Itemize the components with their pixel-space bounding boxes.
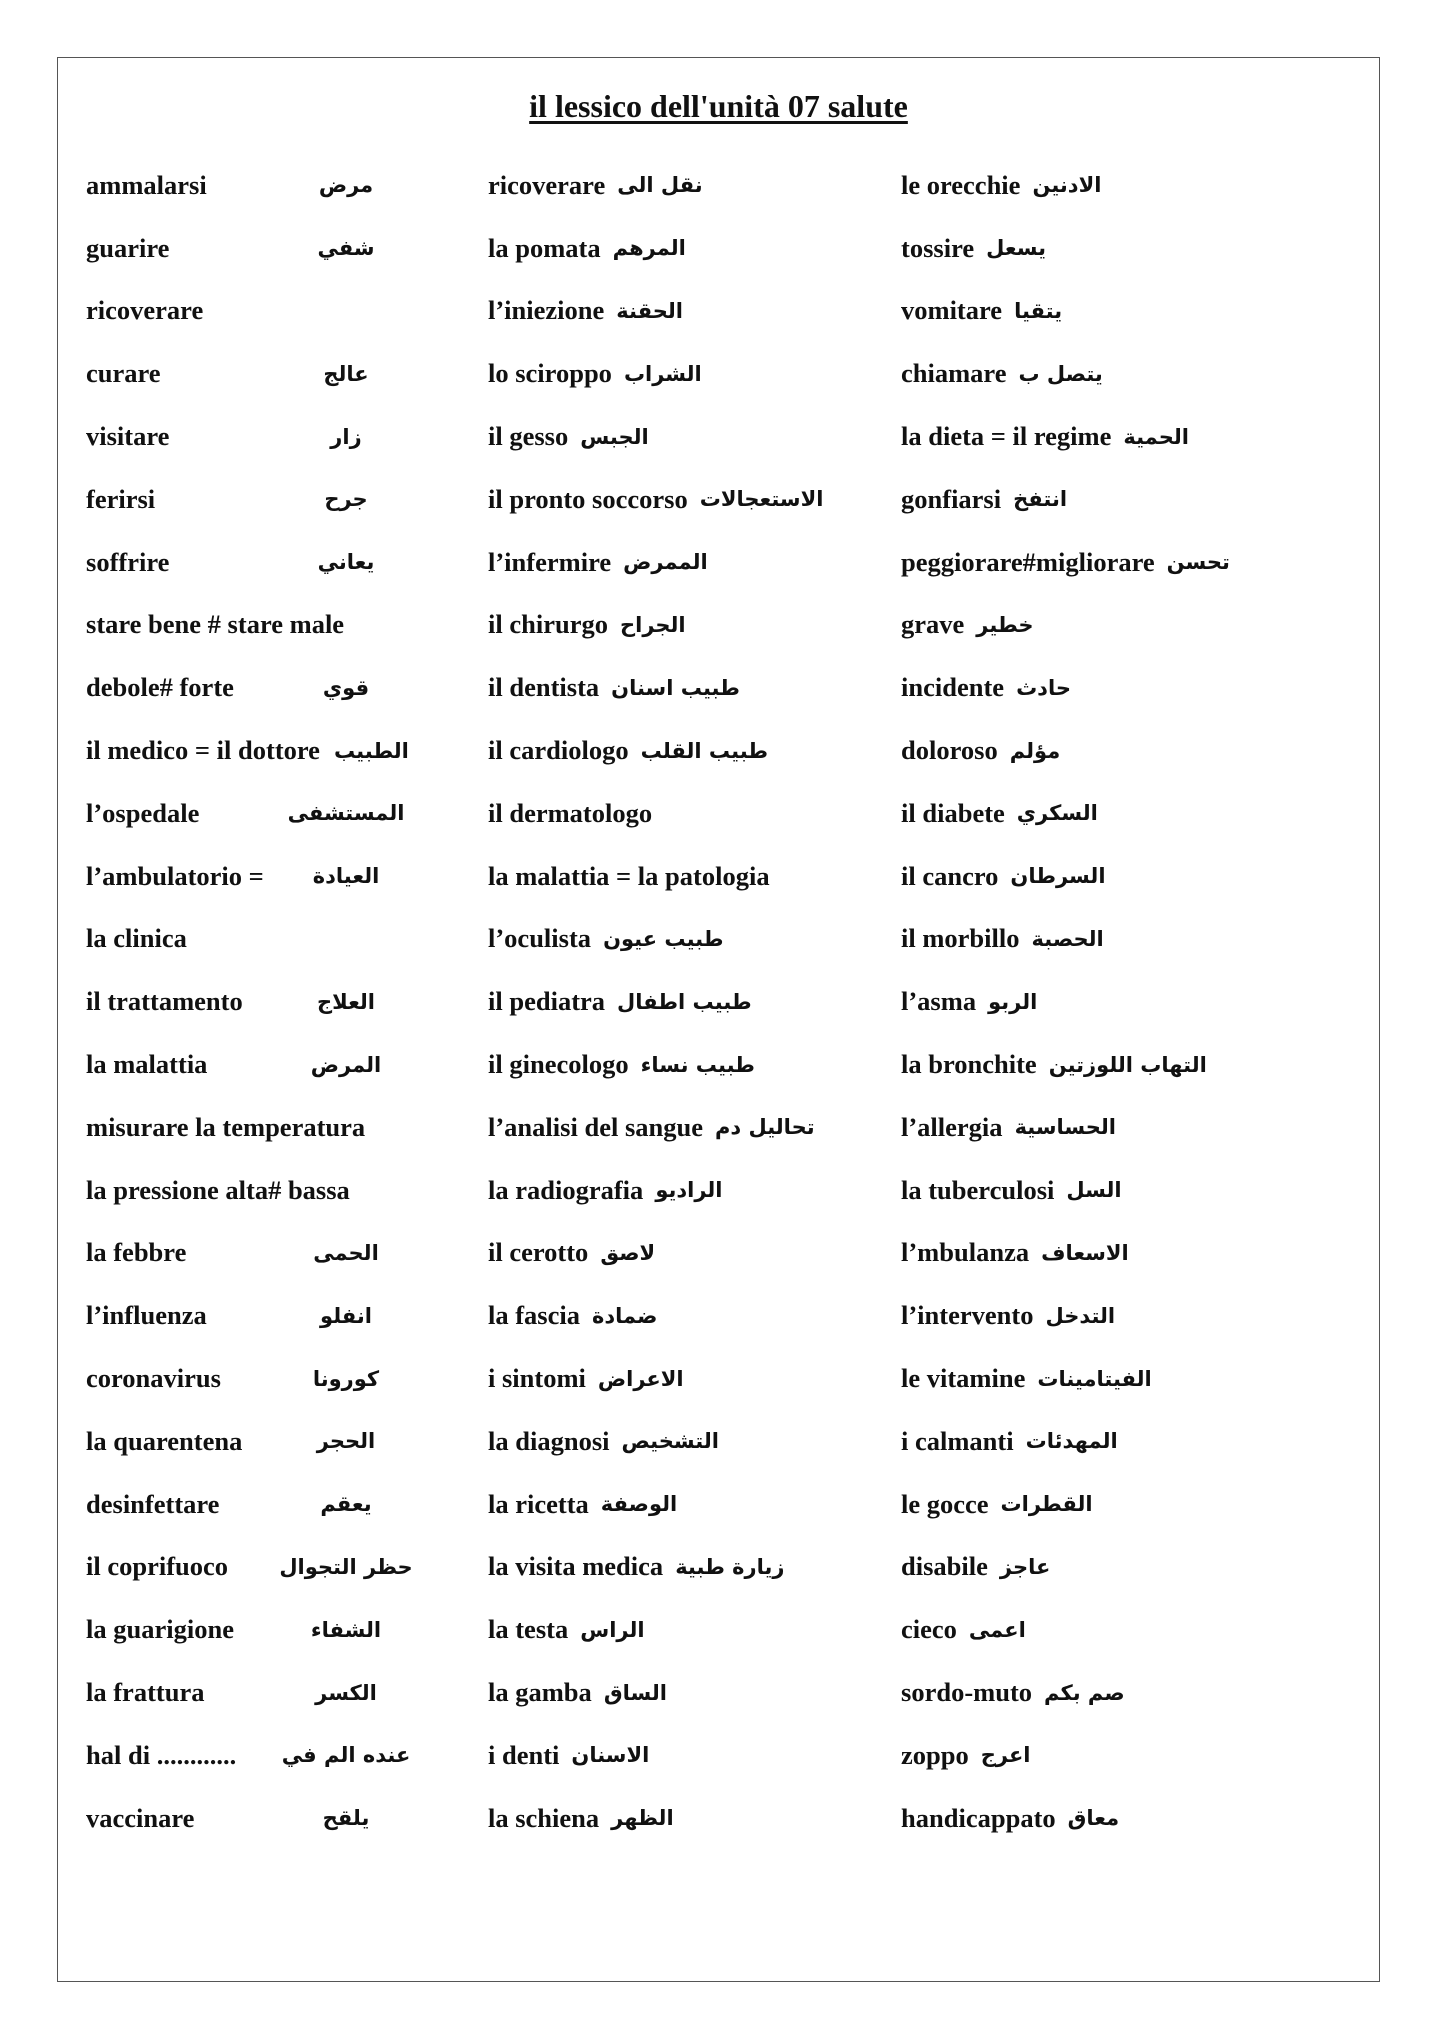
arabic-translation: قوي [322,675,370,700]
italian-term: curare [86,358,161,389]
arabic-translation: يعاني [317,550,375,575]
arabic-translation: الحساسية [1014,1115,1116,1140]
vocab-entry [488,1661,823,1724]
vocab-entry [488,1222,823,1285]
italian-term: il diabete [901,797,1005,828]
vocab-entry [901,1347,1230,1410]
italian-term: il morbillo [901,923,1020,954]
italian-term: l’mbulanza [901,1237,1030,1268]
arabic-translation: لاصق [600,1240,656,1265]
vocab-entry [901,154,1230,217]
italian-term: visitare [86,421,170,452]
arabic-translation: اعمى [968,1617,1026,1642]
italian-term: il trattamento [86,986,243,1017]
vocab-entry [86,1159,416,1222]
italian-term: il medico = il dottore [86,735,320,766]
vocab-entry [901,1284,1230,1347]
vocab-entry [488,656,823,719]
arabic-translation: الفيتامينات [1037,1366,1152,1391]
vocab-entry [901,531,1230,594]
vocab-entry [488,342,823,405]
arabic-translation: المهدئات [1025,1429,1118,1454]
italian-term: l’analisi del sangue [488,1111,703,1142]
italian-term: l’iniezione [488,295,605,326]
italian-term: l’intervento [901,1300,1034,1331]
italian-term: cieco [901,1614,957,1645]
arabic-translation: مؤلم [1009,738,1061,763]
arabic-translation: نقل الى [617,173,703,198]
italian-term: la tuberculosi [901,1174,1055,1205]
vocab-entry [901,468,1230,531]
vocab-entry [86,1724,416,1787]
arabic-translation: الكسر [315,1680,377,1705]
italian-term: debole# forte [86,672,234,703]
arabic-translation: عالج [323,361,369,386]
arabic-translation: الاسعاف [1041,1240,1129,1265]
arabic-translation: الشراب [623,361,702,386]
italian-term: la bronchite [901,1049,1037,1080]
vocab-entry [86,1222,416,1285]
arabic-translation: التهاب اللوزتين [1048,1052,1207,1077]
vocab-entry [86,719,416,782]
vocab-entry [901,719,1230,782]
arabic-translation: السرطان [1010,864,1106,889]
italian-term: lo sciroppo [488,358,612,389]
arabic-translation: ضمادة [592,1303,658,1328]
vocab-entry [901,845,1230,908]
arabic-translation: يعقم [320,1492,372,1517]
italian-term: le orecchie [901,169,1021,200]
vocab-entry [901,1033,1230,1096]
italian-term: il pediatra [488,986,606,1017]
italian-term: i calmanti [901,1425,1014,1456]
arabic-translation: انفلو [320,1303,372,1328]
vocab-entry [488,405,823,468]
italian-term: soffrire [86,546,170,577]
italian-term: doloroso [901,735,998,766]
italian-term: ferirsi [86,483,156,514]
vocab-entry [86,1661,416,1724]
arabic-translation: زيارة طبية [675,1554,785,1579]
arabic-translation: الجراح [619,612,686,637]
italian-term: il dentista [488,672,600,703]
italian-term: la frattura [86,1677,205,1708]
vocab-column-3 [901,154,1230,1850]
vocab-entry [488,1473,823,1536]
italian-term: la fascia [488,1300,580,1331]
page-title: il lessico dell'unità 07 salute [529,88,908,124]
vocab-entry [86,970,416,1033]
vocab-entry [86,1033,416,1096]
vocab-entry [488,908,823,971]
italian-term: la quarentena [86,1425,243,1456]
vocab-entry [488,154,823,217]
arabic-translation: الاسنان [571,1743,650,1768]
vocab-entry [86,1598,416,1661]
italian-term: tossire [901,232,975,263]
arabic-translation: الاستعجالات [699,487,824,512]
vocab-entry [901,656,1230,719]
italian-term: chiamare [901,358,1007,389]
italian-term: stare bene # stare male [86,609,345,640]
vocab-entry [488,1347,823,1410]
vocab-entry [86,405,416,468]
italian-term: la pressione alta# bassa [86,1174,350,1205]
vocab-entry [488,1787,823,1850]
italian-term: la visita medica [488,1551,664,1582]
arabic-translation: كورونا [312,1366,380,1391]
italian-term: il ginecologo [488,1049,629,1080]
arabic-translation: الادنين [1032,173,1102,198]
italian-term: la febbre [86,1237,187,1268]
arabic-translation: الطبيب [333,738,409,763]
italian-term: la radiografia [488,1174,644,1205]
vocab-entry [86,280,416,343]
vocab-entry [488,719,823,782]
arabic-translation: طبيب نساء [640,1052,755,1077]
vocab-entry [488,1033,823,1096]
italian-term: grave [901,609,965,640]
italian-term: il chirurgo [488,609,608,640]
arabic-translation: شفي [317,236,375,261]
arabic-translation: الحجر [316,1429,376,1454]
arabic-translation: الحقنة [616,298,683,323]
italian-term: coronavirus [86,1363,221,1394]
arabic-translation: العيادة [312,864,380,889]
vocab-entry [488,468,823,531]
vocab-entry [488,970,823,1033]
arabic-translation: انتفخ [1013,487,1068,512]
vocab-entry [901,594,1230,657]
italian-term: ammalarsi [86,169,207,200]
italian-term: le vitamine [901,1363,1026,1394]
italian-term: l’allergia [901,1111,1003,1142]
italian-term: il dermatologo [488,797,653,828]
arabic-translation: القطرات [1000,1492,1093,1517]
arabic-translation: حادث [1016,675,1071,700]
vocab-entry [86,217,416,280]
vocab-entry [86,154,416,217]
vocab-entry [901,217,1230,280]
italian-term: la dieta = il regime [901,421,1112,452]
vocab-entry [86,908,416,971]
arabic-translation: المرض [310,1052,382,1077]
vocab-entry [901,970,1230,1033]
arabic-translation: الحمى [313,1240,379,1265]
vocab-entry [901,342,1230,405]
italian-term: gonfiarsi [901,483,1002,514]
arabic-translation: مرض [318,173,374,198]
arabic-translation: الممرض [623,550,708,575]
italian-term: la pomata [488,232,601,263]
italian-term: l’ospedale [86,797,200,828]
italian-term: le gocce [901,1488,989,1519]
arabic-translation: الظهر [611,1806,674,1831]
vocab-entry [901,405,1230,468]
vocab-entry [488,1096,823,1159]
arabic-translation: الحمية [1123,424,1189,449]
vocab-entry [86,1536,416,1599]
arabic-translation: طبيب عيون [603,926,724,951]
arabic-translation: التشخيص [621,1429,719,1454]
vocab-entry [901,1222,1230,1285]
italian-term: desinfettare [86,1488,220,1519]
arabic-translation: خطير [976,612,1034,637]
italian-term: l’influenza [86,1300,207,1331]
vocab-entry [901,1159,1230,1222]
arabic-translation: الاعراض [597,1366,684,1391]
arabic-translation: تحسن [1166,550,1230,575]
vocab-column-1 [86,154,416,1850]
vocab-entry [488,217,823,280]
vocab-column-2 [488,154,823,1850]
italian-term: i sintomi [488,1363,586,1394]
italian-term: la clinica [86,923,187,954]
italian-term: l’infermire [488,546,612,577]
italian-term: la guarigione [86,1614,234,1645]
italian-term: l’ambulatorio = [86,860,264,891]
vocab-entry [901,1598,1230,1661]
italian-term: vomitare [901,295,1003,326]
italian-term: handicappato [901,1802,1056,1833]
italian-term: la malattia = la patologia [488,860,770,891]
vocab-entry [901,1473,1230,1536]
arabic-translation: طبيب اسنان [611,675,740,700]
vocab-entry [488,280,823,343]
italian-term: il coprifuoco [86,1551,229,1582]
vocab-entry [488,782,823,845]
italian-term: la schiena [488,1802,600,1833]
vocab-entry [901,1096,1230,1159]
vocab-entry [901,1787,1230,1850]
arabic-translation: المستشفى [287,801,405,826]
arabic-translation: زار [330,424,362,449]
italian-term: disabile [901,1551,988,1582]
vocab-entry [86,1410,416,1473]
italian-term: l’asma [901,986,977,1017]
arabic-translation: عنده الم في [281,1743,411,1768]
arabic-translation: الحصبة [1031,926,1104,951]
italian-term: vaccinare [86,1802,195,1833]
vocab-entry [86,531,416,594]
arabic-translation: الساق [603,1680,667,1705]
vocab-entry [901,1410,1230,1473]
italian-term: i denti [488,1739,560,1770]
vocab-entry [488,594,823,657]
arabic-translation: اعرج [980,1743,1031,1768]
italian-term: il cancro [901,860,999,891]
italian-term: misurare la temperatura [86,1111,366,1142]
vocab-entry [86,594,416,657]
arabic-translation: المرهم [612,236,686,261]
italian-term: la diagnosi [488,1425,610,1456]
vocab-entry [86,1096,416,1159]
italian-term: l’oculista [488,923,592,954]
vocab-entry [488,1159,823,1222]
arabic-translation: حظر التجوال [279,1554,413,1579]
italian-term: incidente [901,672,1005,703]
arabic-translation: طبيب القلب [640,738,769,763]
arabic-translation: عاجز [999,1554,1051,1579]
arabic-translation: معاق [1067,1806,1120,1831]
vocab-entry [86,782,416,845]
italian-term: zoppo [901,1739,969,1770]
arabic-translation: الشفاء [310,1617,382,1642]
arabic-translation: العلاج [316,989,376,1014]
arabic-translation: يتصل ب [1018,361,1103,386]
arabic-translation: يلقح [322,1806,370,1831]
vocab-entry [488,845,823,908]
arabic-translation: التدخل [1045,1303,1116,1328]
vocab-entry [901,782,1230,845]
vocab-entry [488,531,823,594]
vocab-entry [86,845,416,908]
vocab-entry [901,1724,1230,1787]
vocab-entry [901,1536,1230,1599]
vocab-entry [86,1347,416,1410]
vocab-entry [86,1284,416,1347]
arabic-translation: يسعل [986,236,1046,261]
arabic-translation: جرح [324,487,368,512]
italian-term: il cardiologo [488,735,629,766]
italian-term: il cerotto [488,1237,589,1268]
italian-term: la ricetta [488,1488,589,1519]
italian-term: peggiorare#migliorare [901,546,1155,577]
italian-term: guarire [86,232,170,263]
arabic-translation: الجبس [580,424,649,449]
italian-term: il gesso [488,421,569,452]
vocab-entry [488,1284,823,1347]
italian-term: ricoverare [488,169,606,200]
vocab-entry [901,908,1230,971]
italian-term: sordo-muto [901,1677,1033,1708]
vocab-entry [901,280,1230,343]
vocab-entry [86,468,416,531]
arabic-translation: الربو [988,989,1038,1014]
arabic-translation: الوصفة [600,1492,678,1517]
italian-term: la gamba [488,1677,592,1708]
vocab-entry [86,656,416,719]
italian-term: ricoverare [86,295,204,326]
arabic-translation: الراس [580,1617,645,1642]
italian-term: la testa [488,1614,569,1645]
italian-term: il pronto soccorso [488,483,688,514]
vocab-entry [488,1598,823,1661]
arabic-translation: السكري [1016,801,1098,826]
arabic-translation: يتقيا [1014,298,1063,323]
page-frame [57,57,1380,1982]
arabic-translation: طبيب اطفال [617,989,752,1014]
vocab-entry [86,1473,416,1536]
arabic-translation: السل [1066,1178,1122,1203]
arabic-translation: صم بكم [1044,1680,1125,1705]
vocab-entry [488,1724,823,1787]
vocab-entry [488,1536,823,1599]
italian-term: la malattia [86,1049,208,1080]
arabic-translation: الراديو [655,1178,723,1203]
vocab-entry [488,1410,823,1473]
arabic-translation: تحاليل دم [715,1115,815,1140]
vocab-entry [86,1787,416,1850]
vocab-entry [901,1661,1230,1724]
italian-term: hal di ............ [86,1739,237,1770]
vocab-entry [86,342,416,405]
